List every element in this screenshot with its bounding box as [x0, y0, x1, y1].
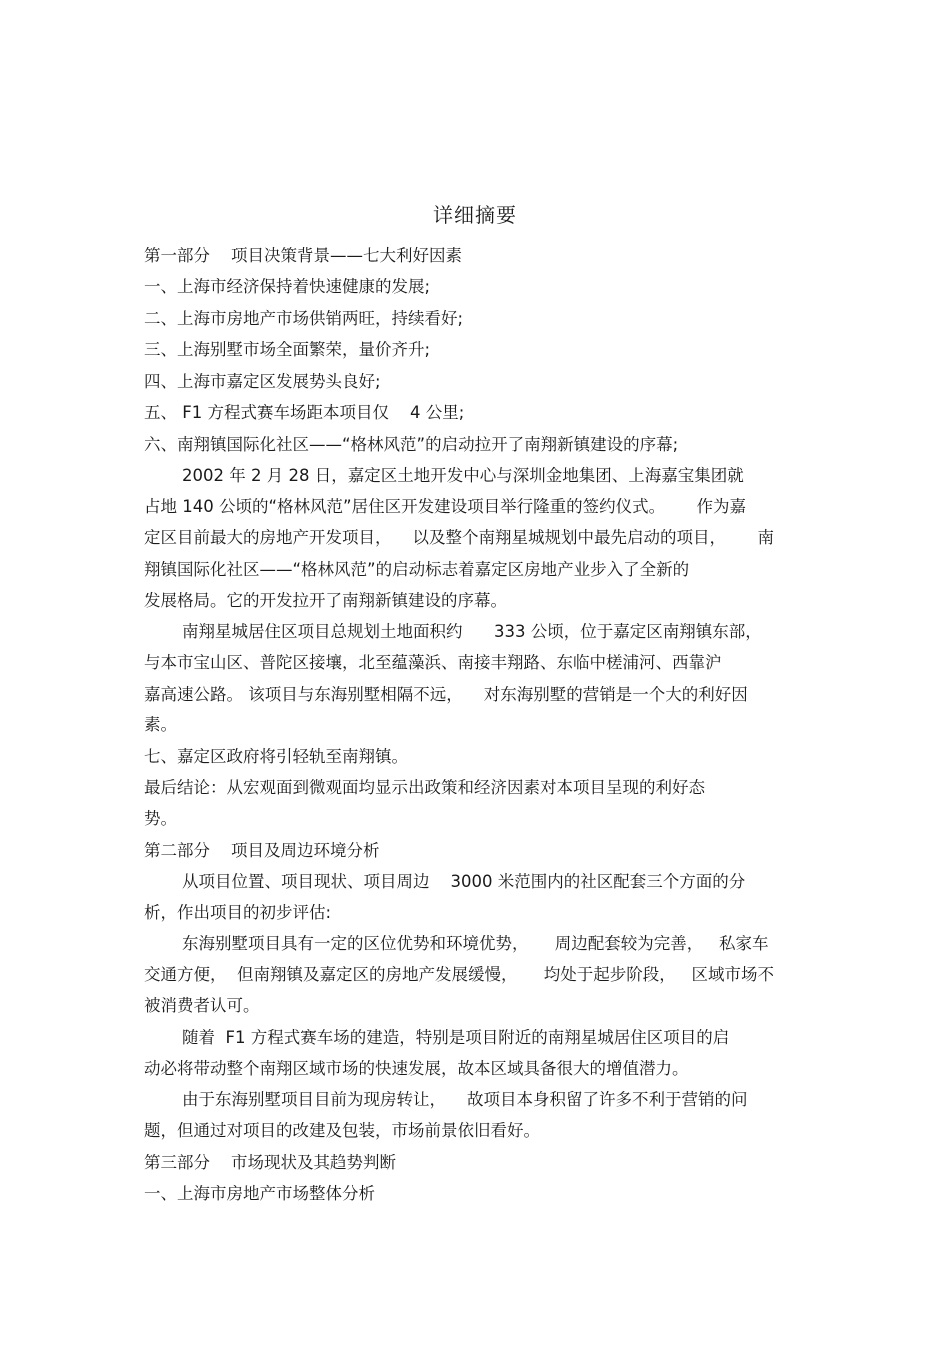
paragraph-line: 被消费者认可。	[144, 996, 260, 1015]
paragraph-line: 发展格局。它的开发拉开了南翔新镇建设的序幕。	[144, 591, 507, 610]
paragraph-line: 由于东海别墅项目目前为现房转让， 故项目本身积留了许多不利于营销的问	[182, 1090, 748, 1109]
paragraph-line: 交通方便， 但南翔镇及嘉定区的房地产发展缓慢， 均处于起步阶段， 区域市场不	[144, 965, 774, 984]
paragraph-line: 东海别墅项目具有一定的区位优势和环境优势， 周边配套较为完善， 私家车	[182, 934, 769, 953]
paragraph-line: 南翔星城居住区项目总规划土地面积约 333 公顷，位于嘉定区南翔镇东部，	[182, 622, 762, 641]
paragraph-line: 最后结论：从宏观面到微观面均显示出政策和经济因素对本项目呈现的利好态	[144, 778, 705, 797]
list-item: 二、上海市房地产市场供销两旺，持续看好;	[144, 309, 464, 328]
list-item: 三、上海别墅市场全面繁荣，量价齐升;	[144, 340, 431, 359]
paragraph-line: 翔镇国际化社区——“格林风范”的启动标志着嘉定区房地产业步入了全新的	[144, 560, 690, 579]
paragraph-line: 与本市宝山区、普陀区接壤，北至蕴藻浜、南接丰翔路、东临中槎浦河、西靠沪	[144, 653, 722, 672]
section-heading: 第一部分 项目决策背景——七大利好因素	[144, 246, 462, 265]
paragraph-line: 嘉高速公路。 该项目与东海别墅相隔不远， 对东海别墅的营销是一个大的利好因	[144, 685, 748, 704]
list-item: 一、上海市房地产市场整体分析	[144, 1184, 375, 1203]
paragraph-line: 定区目前最大的房地产开发项目， 以及整个南翔星城规划中最先启动的项目， 南	[144, 528, 774, 547]
list-item: 五、 F1 方程式赛车场距本项目仅 4 公里;	[144, 403, 465, 422]
paragraph-line: 从项目位置、项目现状、项目周边 3000 米范围内的社区配套三个方面的分	[182, 872, 746, 891]
paragraph-line: 动必将带动整个南翔区域市场的快速发展，故本区域具备很大的增值潜力。	[144, 1059, 689, 1078]
list-item: 四、上海市嘉定区发展势头良好;	[144, 372, 381, 391]
paragraph-line: 题，但通过对项目的改建及包装，市场前景依旧看好。	[144, 1121, 540, 1140]
paragraph-line: 势。	[144, 809, 177, 828]
paragraph-line: 2002 年 2 月 28 日，嘉定区土地开发中心与深圳金地集团、上海嘉宝集团就	[182, 466, 744, 485]
paragraph-line: 占地 140 公顷的“格林风范”居住区开发建设项目举行隆重的签约仪式。 作为嘉	[144, 497, 747, 516]
paragraph-line: 随着 F1 方程式赛车场的建造，特别是项目附近的南翔星城居住区项目的启	[182, 1028, 730, 1047]
section-heading: 第二部分 项目及周边环境分析	[144, 841, 380, 860]
page-title: 详细摘要	[433, 203, 517, 227]
paragraph-line: 析，作出项目的初步评估:	[144, 903, 332, 922]
list-item: 一、上海市经济保持着快速健康的发展;	[144, 277, 431, 296]
paragraph-line: 素。	[144, 715, 177, 734]
section-heading: 第三部分 市场现状及其趋势判断	[144, 1153, 396, 1172]
list-item: 六、南翔镇国际化社区——“格林风范”的启动拉开了南翔新镇建设的序幕;	[144, 435, 679, 454]
list-item: 七、嘉定区政府将引轻轨至南翔镇。	[144, 747, 408, 766]
